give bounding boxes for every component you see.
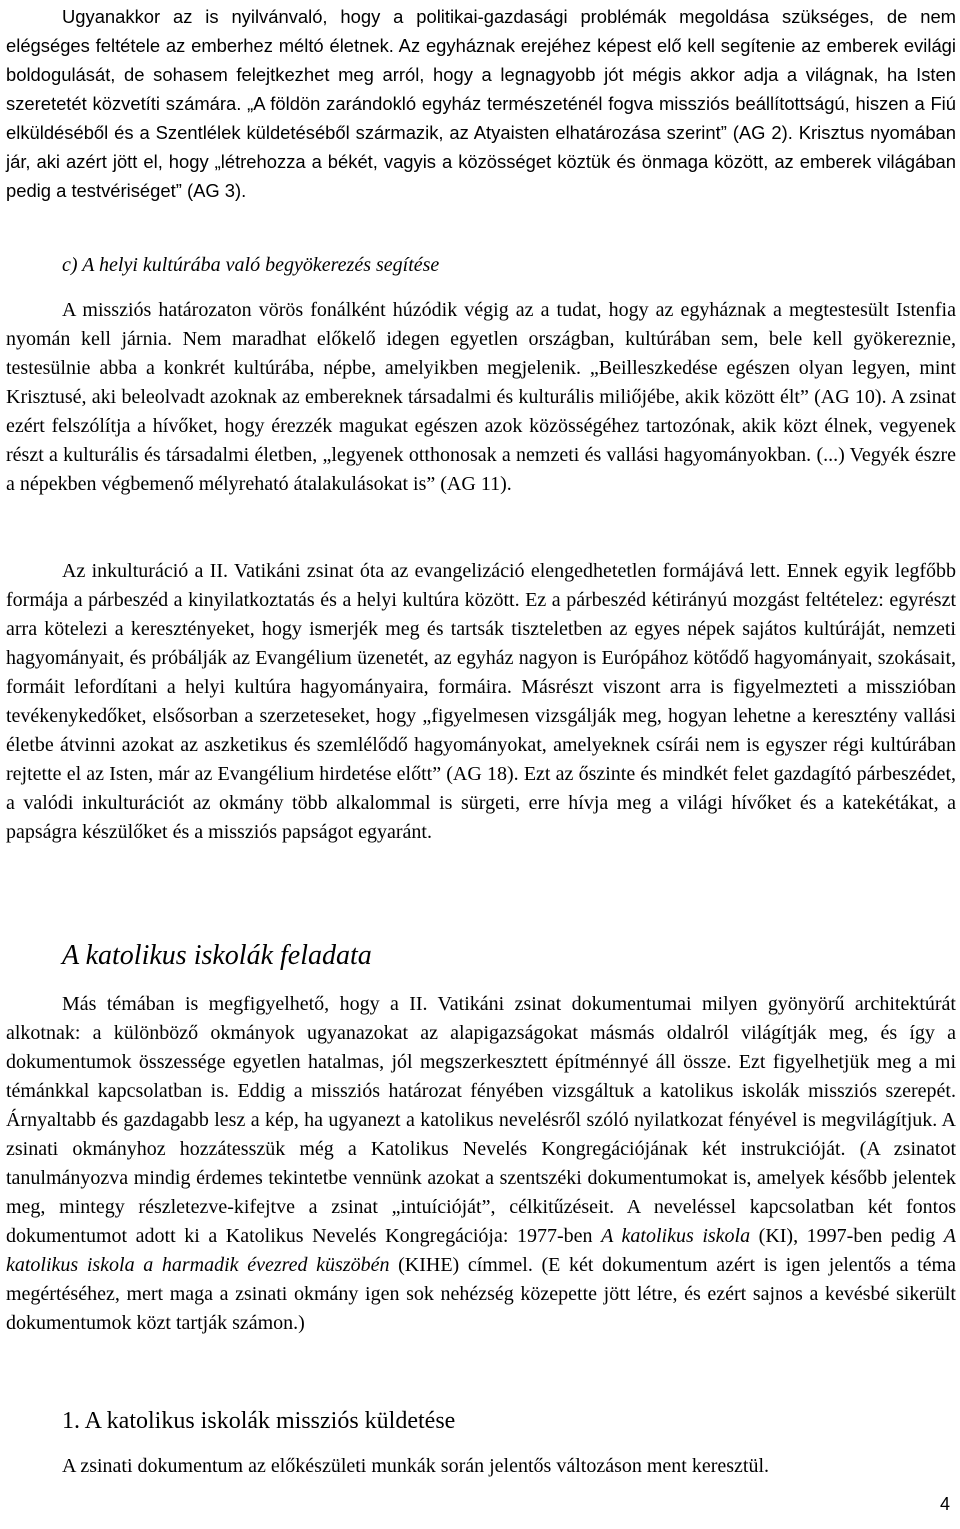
paragraph-documents-text-c: (KIHE) címmel. (E két dokumentum azért is igen jelentős a téma megértéséhez, mert maga a zsinati okmány igen sok nehézség közepette jött létre, és ezért sajnos a kevésbé sikerült dokumentumok közt tartják számon.) <box>6 1254 956 1334</box>
paragraph-last: A zsinati dokumentum az előkészületi munkák során jelentős változáson ment keresztül. <box>62 1455 770 1477</box>
paragraph-documents-text-a: Más témában is megfigyelhető, hogy a II. Vatikáni zsinat dokumentumai milyen gyönyörű architektúrát alkotnak: a különböző okmányok ugyanazokat az alapigazságokat másmás oldalról világítják meg, és így a dokumentumok összessége egyetlen hatalmas, jól megszerkesztett építménnyé áll össze. Ezt figyelhetjük meg a mi témánkkal kapcsolatban is. Eddig a missziós határozat fényében vizsgáltuk a katolikus iskolák missziós szerepét. Árnyaltabb és gazdagabb lesz a kép, ha ugyanezt a katolikus nevelésről szóló nyilatkozat fényével is megvilágítjuk. A zsinati okmányhoz hozzátesszük még a Katolikus Nevelés Kongregációjának két instrukcióját. (A zsinatot tanulmányozva mindig érdemes tekintetbe vennünk azokat a szentszéki dokumentumokat is, amelyek később jelentek meg, mintegy részletezve-kifejtve a zsinat „intuícióját”, célkitűzéseit. A neveléssel kapcsolatban két fontos dokumentumot adott ki a Katolikus Nevelés Kongregációja: 1977-ben <box>6 993 956 1247</box>
subsection-heading: c) A helyi kultúrába való begyökerezés segítése <box>62 254 440 276</box>
section-heading: A katolikus iskolák feladata <box>62 940 372 971</box>
paragraph-documents-text-b: (KI), 1997-ben pedig <box>750 1225 944 1247</box>
paragraph-inculturation: Az inkulturáció a II. Vatikáni zsinat óta az evangelizáció elengedhetetlen formájává lett. Ennek egyik legfőbb formája a párbeszéd a kinyilatkoztatás és a helyi kultúra között. Ez a párbeszéd kétirányú mozgást feltételez: egyrészt arra kötelezi a keresztényeket, hogy ismerjék meg és tartsák tiszteletben az egyes népek sajátos kultúráját, nemzeti hagyományait, és próbálják az Evangélium üzenetét, az egyház nagyon is Európához kötődő hagyományait, szokásait, formáit lefordítani a helyi kultúra hagyományaira, formáira. Másrészt viszont arra is figyelmezteti a misszióban tevékenykedőket, elsősorban a szerzeteseket, hogy „figyelmesen vizsgálják meg, hogyan lehetne a keresztény vallási életbe átvinni azokat az aszketikus és szemlélődő hagyományokat, amelyeknek csírái nem is egyszer régi kultúrában rejtette el az Isten, már az Evangélium hirdetése előtt” (AG 18). Ezt az őszinte és mindkét felet gazdagító párbeszédet, a valódi inkulturációt az okmány több alkalommal is sürgeti, erre hívja meg a világi hívőket és a katekétákat, a papságra készülőket és a missziós papságot egyaránt. <box>6 560 956 843</box>
paragraph-mission: A missziós határozaton vörös fonálként húzódik végig az a tudat, hogy az egyháznak a megtestesült Istenfia nyomán kell járnia. Nem maradhat előkelő idegen egyetlen országban, kultúrában sem, bele kell gyökereznie, testesülnie abba a konkrét kultúrába, népbe, amelyikben megjelenik. „Beilleszkedése egészen olyan legyen, mint Krisztusé, aki beleolvadt azoknak az embereknek társadalmi és kulturális miliőjébe, akik között élt” (AG 10). A zsinat ezért felszólítja a hívőket, hogy érezzék magukat egészen azok közösségéhez tartozónak, akik közt élnek, vegyenek részt a kulturális és társadalmi életben, „legyenek otthonosak a nemzeti és vallási hagyományokban. (...) Vegyék észre a népekben végbemenő mélyreható átalakulásokat is” (AG 11). <box>6 299 956 495</box>
doc-title-kihe: A katolikus iskola a harmadik évezred küszöbén <box>6 1225 956 1276</box>
numbered-heading: 1. A katolikus iskolák missziós küldetése <box>62 1408 456 1434</box>
page-number: 4 <box>939 1494 950 1514</box>
paragraph-documents <box>6 990 956 1338</box>
doc-title-ki: A katolikus iskola <box>601 1225 751 1247</box>
paragraph-intro: Ugyanakkor az is nyilvánvaló, hogy a politikai-gazdasági problémák megoldása szükséges, de nem elégséges feltétele az emberhez méltó életnek. Az egyháznak erejéhez képest elő kell segítenie az emberek evilági boldogulását, de sohasem felejtkezhet meg arról, hogy a legnagyobb jót mégis akkor adja a világnak, ha Isten szeretetét közvetíti számára. „A földön zarándokló egyház természeténél fogva missziós beállítottságú, hiszen a Fiú elküldéséből és a Szentlélek küldetéséből származik, az Atyaisten elhatározása szerint” (AG 2). Krisztus nyomában jár, aki azért jött el, hogy „létrehozza a békét, vagyis a közösséget köztük és önmaga között, az emberek világában pedig a testvériséget” (AG 3). <box>6 6 956 201</box>
